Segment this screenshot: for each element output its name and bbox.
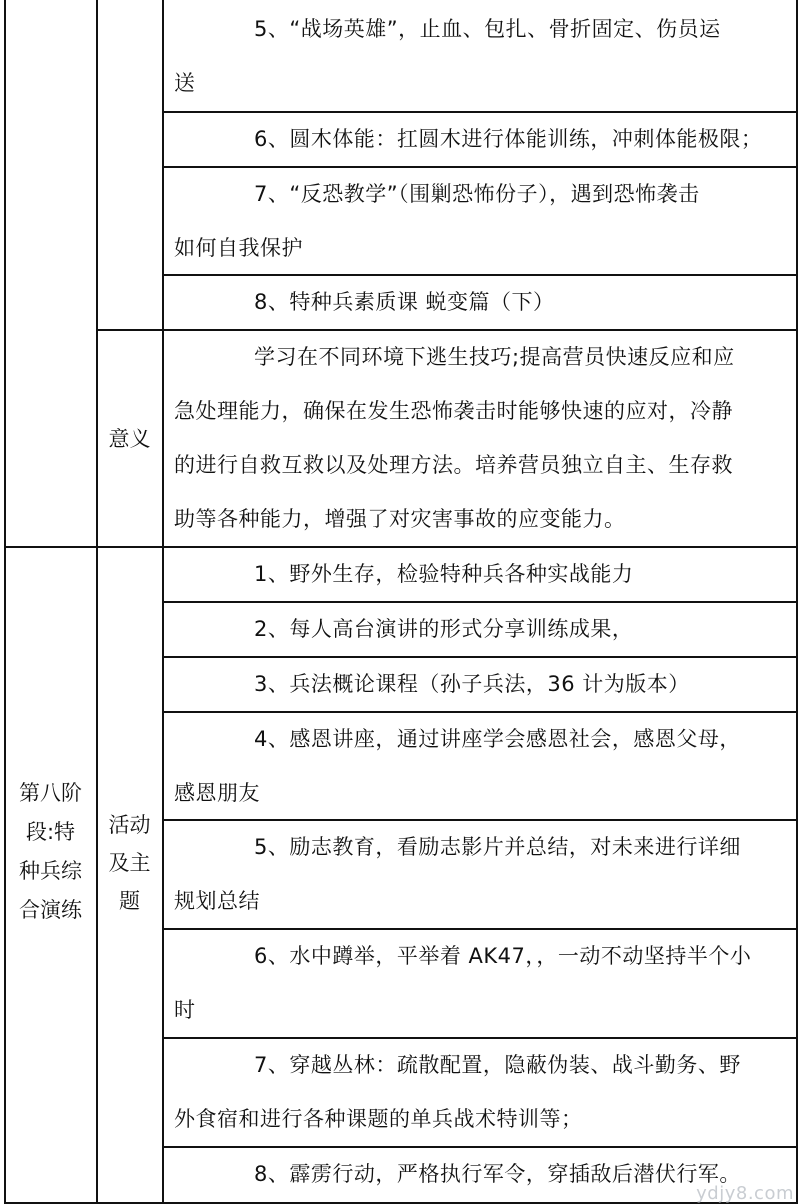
- cell-text-line: 6、圆木体能：扛圆木进行体能训练，冲刺体能极限；: [254, 127, 763, 151]
- cell-text-line: 2、每人高台演讲的形式分享训练成果，: [254, 617, 634, 641]
- cell-text-line: 7、穿越丛林：疏散配置，隐蔽伪装、战斗勤务、野: [254, 1053, 741, 1077]
- table-cell-item-8: [164, 275, 796, 329]
- stage8-label: [5, 774, 96, 930]
- table-divider-col1: [96, 0, 98, 1204]
- activity-theme-label: [97, 806, 162, 920]
- meaning-label: 意义: [108, 427, 151, 451]
- table-border-bottom: [4, 1202, 797, 1204]
- table-cell-activity-6: [164, 929, 796, 1037]
- cell-text-line: 4、感恩讲座，通过讲座学会感恩社会，感恩父母，: [254, 727, 741, 751]
- table-cell-activity-4: [164, 712, 796, 819]
- table-cell-activity-5: [164, 820, 796, 928]
- table-cell-activity-3: [164, 657, 796, 711]
- meaning-text-line: 学习在不同环境下逃生技巧;提高营员快速反应和应: [254, 345, 735, 369]
- meaning-text-line: 助等各种能力，增强了对灾害事故的应变能力。: [174, 507, 626, 531]
- meaning-text-line: 的进行自救互救以及处理方法。培养营员独立自主、生存救: [174, 453, 733, 477]
- watermark-text: ydjy8.com: [696, 1183, 794, 1204]
- cell-text-line: 8、特种兵素质课 蜕变篇（下）: [254, 290, 555, 314]
- cell-text-line: 送: [174, 71, 196, 95]
- stage8-label-line: 第八阶: [19, 781, 82, 805]
- stage8-label-line: 种兵综: [19, 859, 82, 883]
- table-cell-activity-1: [164, 547, 796, 601]
- meaning-text-line: 急处理能力，确保在发生恐怖袭击时能够快速的应对，冷静: [174, 399, 733, 423]
- table-cell-item-7: [164, 167, 796, 274]
- cell-text-line: 如何自我保护: [174, 236, 303, 260]
- cell-text-line: 8、霹雳行动，严格执行军令，穿插敌后潜伏行军。: [254, 1162, 741, 1186]
- table-cell-activity-2: [164, 602, 796, 656]
- activity-label-line: 及主: [108, 851, 151, 875]
- stage8-label-line: 合演练: [19, 898, 82, 922]
- cell-text-line: 7、“反恐教学”（围剿恐怖份子），遇到恐怖袭击: [254, 182, 700, 206]
- cell-text-line: 感恩朋友: [174, 781, 260, 805]
- cell-text-line: 规划总结: [174, 889, 260, 913]
- table-cell-activity-7: [164, 1038, 796, 1146]
- meaning-text-cell: [164, 330, 796, 546]
- stage8-label-line: 段:特: [25, 820, 76, 844]
- activity-label-line: 活动: [108, 813, 151, 837]
- cell-text-line: 外食宿和进行各种课题的单兵战术特训等；: [174, 1107, 583, 1131]
- table-cell-item-5: [164, 2, 796, 111]
- cell-text-line: 5、“战场英雄”，止血、包扎、骨折固定、伤员运: [254, 17, 721, 41]
- cell-text-line: 3、兵法概论课程（孙子兵法，36 计为版本）: [254, 672, 690, 696]
- table-cell-item-6: [164, 112, 796, 166]
- cell-text-line: 1、野外生存，检验特种兵各种实战能力: [254, 562, 634, 586]
- cell-text-line: 时: [174, 998, 196, 1022]
- table-border-left: [4, 0, 6, 1204]
- activity-label-line: 题: [119, 889, 140, 913]
- cell-text-line: 6、水中蹲举，平举着 AK47，，一动不动坚持半个小: [254, 944, 752, 968]
- cell-text-line: 5、励志教育，看励志影片并总结，对未来进行详细: [254, 835, 741, 859]
